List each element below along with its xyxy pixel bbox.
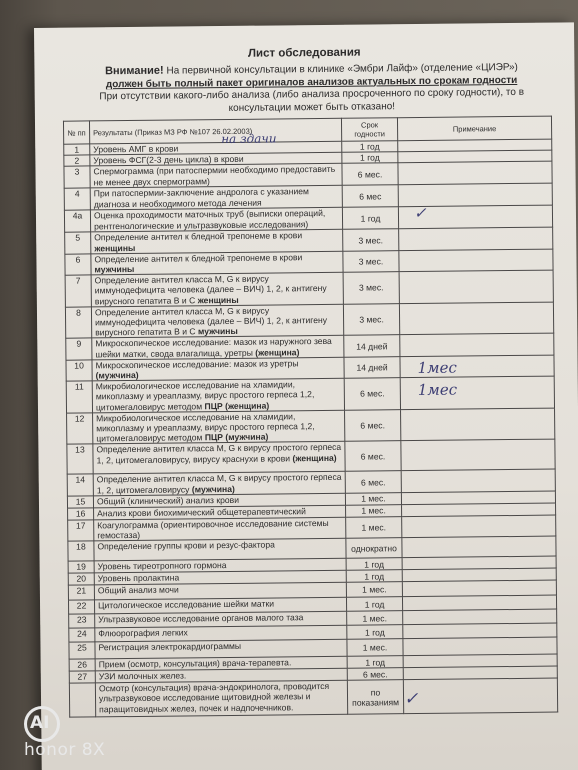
row-period: 1 год — [342, 207, 398, 230]
row-bold-text: ПЦР (женщина) — [204, 400, 270, 411]
document-sheet — [34, 22, 578, 770]
header-num: № пп — [63, 121, 89, 144]
notice-block — [76, 61, 547, 117]
row-note — [399, 302, 553, 335]
row-description — [90, 186, 342, 211]
row-period: 1 год — [342, 141, 398, 153]
row-note — [398, 161, 552, 185]
row-period: 1 год — [346, 558, 402, 571]
row-period: 6 мес. — [347, 668, 403, 681]
row-text: Регистрация электрокардиограммы — [98, 641, 242, 653]
row-number: 17 — [68, 520, 94, 542]
row-period: 3 мес. — [343, 251, 399, 273]
handwritten-row1: на здачи — [221, 131, 277, 147]
row-number: 4 — [64, 188, 90, 210]
row-description — [91, 230, 343, 254]
row-period: 3 мес. — [343, 304, 399, 336]
row-text: Определение антител класса M, G к вирусу простого герпеса 1, 2, цитомегаловирусу, вирусу краснухи в крови — [96, 442, 342, 466]
row-bold-text: мужчины — [197, 326, 238, 337]
row-number: 1 — [64, 144, 90, 155]
row-number: 4а — [64, 210, 90, 232]
handwritten-row10-note: 1мес — [417, 380, 458, 400]
row-note — [401, 408, 555, 441]
notice-text-2: При отсутствии какого-либо анализа (либо анализа просроченного по сроку годности), то в консультации может быть отказано! — [99, 86, 525, 114]
row-text: Определение антител к бледной трепонеме в крови — [94, 230, 303, 243]
row-note — [400, 334, 554, 357]
row-description — [94, 517, 346, 541]
row-text: Микробиологическое исследование на хламидии, микоплазму и уреаплазму, вирус простого герпеса 1,2, цитомегаловирус методом — [95, 379, 315, 413]
table-row — [69, 678, 557, 717]
row-period: 1 год — [347, 625, 403, 640]
row-text: Ультразвуковое исследование органов малого таза — [98, 612, 304, 625]
row-bold-text: женщины — [94, 242, 136, 253]
row-description — [91, 272, 343, 306]
row-number — [69, 683, 95, 717]
row-note — [401, 440, 555, 472]
row-number: 20 — [68, 573, 94, 585]
table-row — [65, 302, 553, 339]
handwritten-check-icon-bottom: ✓ — [403, 689, 419, 710]
row-text: Уровень пролактина — [97, 572, 180, 584]
row-text: Микроскопическое исследование: мазок из наружного зева шейки матки, свода влагалища, уретры — [95, 336, 332, 360]
row-text: Уровень тиреотропного гормона — [97, 560, 227, 572]
row-description — [90, 164, 342, 189]
row-text: Уровень ФСГ(2-3 день цикла) в крови — [93, 154, 244, 166]
row-number: 18 — [68, 541, 94, 561]
row-period: 1 год — [346, 597, 402, 612]
row-period: 1 мес. — [346, 505, 402, 518]
table-row — [65, 270, 553, 307]
exam-table — [63, 116, 558, 718]
row-bold-text: мужчины — [94, 263, 135, 275]
table-body — [64, 139, 558, 717]
handwritten-check-icon: ✓ — [413, 203, 427, 223]
row-text: Анализ крови биохимический общетерапевтический — [97, 506, 306, 519]
camera-model-text: honor 8X — [24, 740, 106, 760]
row-description — [93, 442, 345, 475]
row-number: 25 — [69, 642, 95, 659]
row-number: 12 — [67, 413, 93, 445]
notice-text-1: На первичной консультации в клинике «Эмбри Лайф» (отделение «ЦИЭР») — [163, 61, 518, 77]
row-number: 8 — [65, 307, 91, 339]
table-row — [67, 408, 555, 445]
row-note — [402, 515, 556, 538]
row-bold-text: (женщина) — [292, 452, 337, 463]
row-period: однократно — [346, 538, 402, 559]
row-period: по показаниям — [347, 680, 403, 715]
row-description — [92, 379, 344, 413]
row-number: 22 — [68, 600, 94, 614]
row-text: Прием (осмотр, консультация) врача-терапевта. — [98, 657, 292, 670]
row-period: 6 мес. — [345, 410, 401, 442]
row-period: 1 мес. — [347, 639, 403, 657]
row-description — [90, 208, 342, 233]
header-period: Срок годности — [341, 118, 397, 142]
row-note — [399, 227, 553, 250]
row-number: 6 — [65, 254, 91, 276]
row-number: 2 — [64, 155, 90, 166]
row-number: 7 — [65, 275, 91, 307]
row-period: 1 мес. — [346, 582, 402, 598]
row-text: Осмотр (консультация) врача-эндокринолога, проводится ультразвуковое исследование щитовидной железы и паращитовидных желез, почек и надпочечников. — [98, 681, 330, 715]
row-note — [403, 678, 557, 714]
row-text: Микроскопическое исследование: мазок из уретры — [95, 358, 299, 371]
row-text: Определение антител к бледной трепонеме в крови — [94, 252, 303, 265]
notice-lead: Внимание! — [104, 64, 164, 78]
row-text: Определение антител класса M, G к вирусу простого герпеса 1, 2, цитомегаловирусу — [96, 472, 342, 496]
row-note — [402, 580, 556, 597]
row-description — [91, 251, 343, 275]
row-period: 1 мес. — [346, 517, 402, 539]
row-note — [399, 249, 553, 272]
row-description — [93, 410, 345, 444]
row-text: Микробиологическое исследование на хламидии, микоплазму и уреаплазму, вирус простого герпеса 1,2, цитомегаловирус методом — [96, 411, 315, 444]
row-bold-text: ПЦР (мужчина) — [204, 431, 269, 443]
row-text: Уровень АМГ в крови — [93, 143, 179, 155]
handwritten-row9-note: 1мес — [417, 358, 457, 378]
row-note — [403, 637, 557, 656]
row-period: 1 мес. — [345, 493, 401, 506]
table-row — [66, 376, 554, 413]
row-period: 6 мес. — [345, 471, 401, 493]
row-note — [402, 536, 556, 558]
row-note — [401, 470, 555, 493]
row-text: Общий анализ мочи — [97, 584, 179, 596]
row-number: 11 — [66, 381, 92, 413]
row-number: 23 — [69, 614, 95, 628]
row-description — [91, 304, 343, 338]
row-number: 3 — [64, 166, 90, 188]
row-note — [399, 270, 553, 303]
camera-watermark — [24, 706, 106, 760]
row-period: 3 мес. — [343, 229, 399, 251]
row-period: 1 год — [346, 570, 402, 583]
row-period: 1 год — [347, 656, 403, 669]
row-number: 10 — [66, 360, 92, 382]
row-number: 19 — [68, 561, 94, 573]
row-period: 1 мес. — [347, 611, 403, 626]
row-text: Определение группы крови и резус-фактора — [97, 539, 275, 552]
notice-underlined: должен быть полный пакет оригиналов анализов актуальных по срокам годности — [105, 74, 518, 90]
row-text: УЗИ молочных желез. — [98, 670, 187, 682]
row-number: 21 — [68, 585, 94, 600]
row-description — [92, 336, 344, 360]
row-number: 9 — [66, 338, 92, 360]
row-bold-text: (женщина) — [255, 346, 300, 358]
row-bold-text: (мужчина) — [191, 483, 235, 495]
row-number: 26 — [69, 659, 95, 671]
header-note: Примечание — [397, 116, 551, 141]
row-number: 13 — [67, 444, 93, 474]
row-bold-text: женщины — [197, 294, 239, 305]
row-bold-text: (мужчина) — [95, 369, 139, 381]
row-period: 6 мес. — [342, 163, 398, 186]
header-results: Результаты (Приказ МЗ РФ №107 26.02.2003) — [89, 118, 341, 144]
row-text: Определение антител класса M, G к вирусу иммунодефицита человека (далее – ВИЧ) 1, 2, к антигену вирусного гепатита В и С — [94, 273, 327, 307]
row-description — [94, 539, 346, 562]
row-number: 14 — [67, 474, 93, 496]
row-period: 6 мес. — [344, 378, 400, 410]
row-period: 6 мес — [342, 185, 398, 208]
row-text: Цитологическое исследование шейки матки — [98, 598, 275, 611]
row-period: 3 мес. — [343, 272, 399, 304]
row-text: Флюорография легких — [98, 627, 188, 639]
row-number: 16 — [68, 508, 94, 520]
row-description — [95, 681, 347, 718]
row-number: 5 — [65, 232, 91, 254]
row-text: При патоспермии-заключение андролога с указанием диагноза и необходимого метода лечения — [93, 186, 309, 209]
row-number: 15 — [67, 496, 93, 508]
page-title: Лист обследования — [247, 46, 361, 60]
row-text: Оценка проходимости маточных труб (выписки операций, рентгенологические и ультразвуковые исследования) — [93, 208, 326, 231]
row-period: 1 год — [342, 152, 398, 164]
row-number: 24 — [69, 628, 95, 642]
row-number: 27 — [69, 671, 95, 683]
row-description — [92, 357, 344, 381]
row-period: 14 дней — [344, 335, 400, 357]
row-period: 6 мес. — [345, 441, 401, 472]
row-text: Спермограмма (при патоспермии необходимо предоставить не менее двух спермограмм) — [93, 164, 336, 187]
row-description — [93, 472, 345, 496]
row-text: Определение антител класса M, G к вирусу иммунодефицита человека (далее – ВИЧ) 1, 2, к антигену вирусного гепатита В и С — [94, 305, 328, 338]
row-text: Коагулограмма (ориентировочное исследование системы гемостаза) — [97, 517, 329, 541]
row-period: 14 дней — [344, 357, 400, 379]
ai-logo-icon: AI — [24, 706, 60, 742]
row-text: Общий (клинический) анализ крови — [96, 494, 240, 507]
